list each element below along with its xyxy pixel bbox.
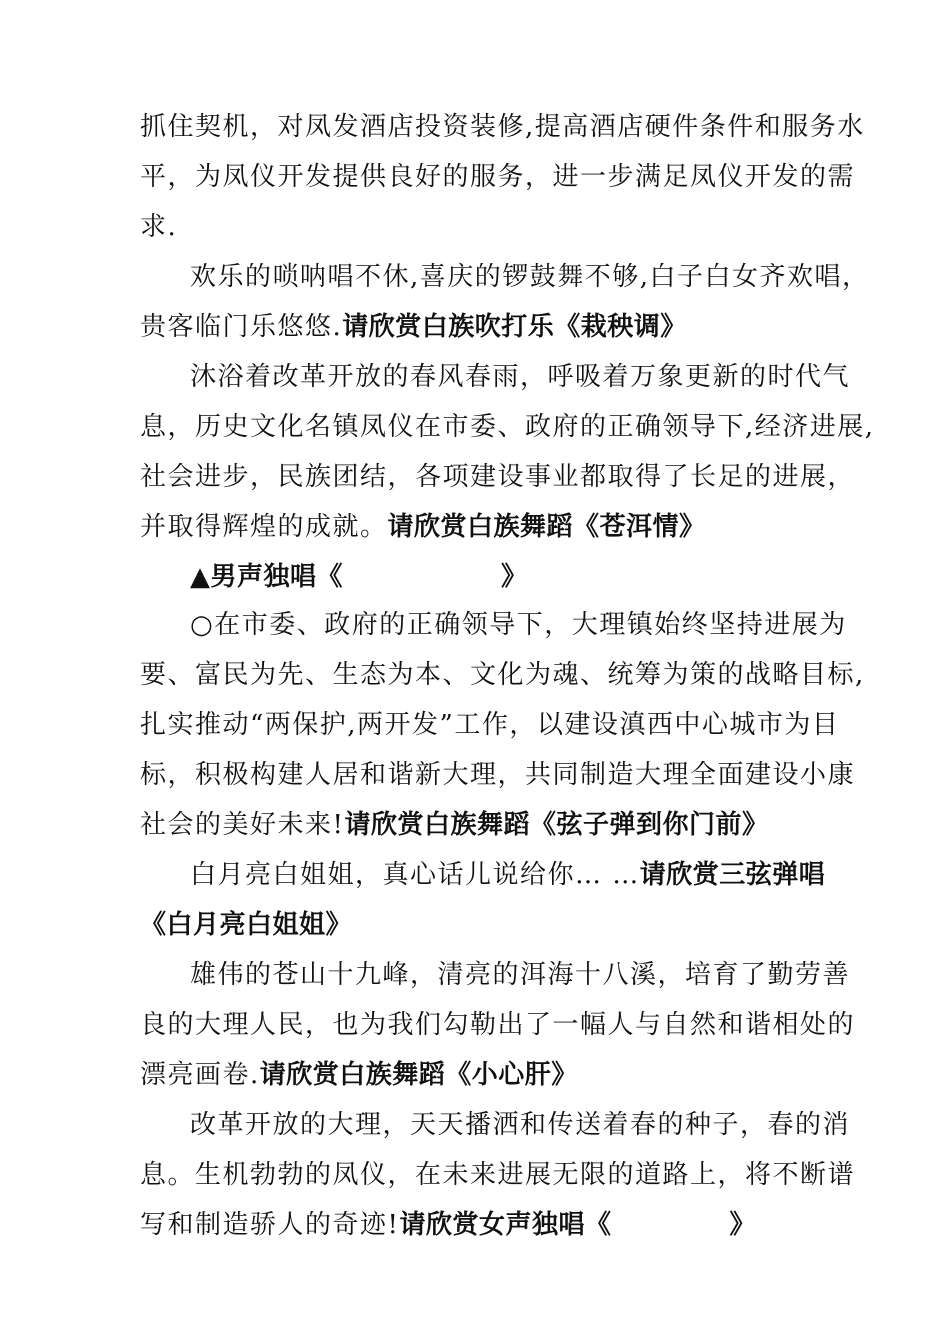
paragraph-line: 求. (140, 212, 178, 242)
paragraph-line (140, 1208, 756, 1242)
paragraph-line: 扎实推动“两保护,两开发”工作，以建设滇西中心城市为目 (140, 710, 840, 740)
program-announcement: 请欣赏白族舞蹈《苍洱情》 (387, 512, 706, 542)
paragraph-line: 沐浴着改革开放的春风春雨，呼吸着万象更新的时代气 (190, 362, 851, 392)
paragraph-line: 社会进步，民族团结，各项建设事业都取得了长足的进展， (140, 462, 856, 492)
paragraph-text: 漂亮画卷. (140, 1060, 260, 1090)
paragraph-line (190, 608, 847, 642)
paragraph-text: 并取得辉煌的成就。 (140, 512, 388, 542)
paragraph-line (140, 510, 706, 544)
program-announcement: 请欣赏白族舞蹈《弦子弹到你门前》 (344, 810, 769, 840)
circle-marker-icon: ○ (190, 610, 215, 640)
paragraph-text: 写和制造骄人的奇迹! (140, 1210, 400, 1240)
paragraph-line (190, 858, 825, 892)
paragraph-line: 息。生机勃勃的凤仪，在未来进展无限的道路上，将不断谱 (140, 1160, 856, 1190)
paragraph-line: 要、富民为先、生态为本、文化为魂、统筹为策的战略目标, (140, 660, 865, 690)
paragraph-line: 平，为凤仪开发提供良好的服务，进一步满足凤仪开发的需 (140, 162, 856, 192)
program-announcement: 请欣赏白族舞蹈《小心肝》 (259, 1060, 578, 1090)
paragraph-line: 欢乐的唢呐唱不休,喜庆的锣鼓舞不够,白子白女齐欢唱， (190, 262, 870, 292)
paragraph-line (140, 1058, 578, 1092)
triangle-marker-icon: ▲ (190, 562, 211, 592)
paragraph-text: 白月亮白姐姐，真心话儿说给你… … (190, 860, 640, 890)
paragraph-line: 标，积极构建人居和谐新大理，共同制造大理全面建设小康 (140, 760, 856, 790)
paragraph-line (140, 310, 687, 344)
paragraph-line (140, 808, 768, 842)
paragraph-line: 雄伟的苍山十九峰，清亮的洱海十八溪，培育了勤劳善 (190, 960, 851, 990)
program-item-male-solo (190, 560, 528, 594)
paragraph-line: 良的大理人民，也为我们勾勒出了一幅人与自然和谐相处的 (140, 1010, 856, 1040)
program-title-open: 男声独唱《 (210, 562, 344, 592)
paragraph-line: 息，历史文化名镇凤仪在市委、政府的正确领导下,经济进展, (140, 412, 875, 442)
program-title-close: 》 (729, 1210, 756, 1240)
program-title-close: 》 (501, 562, 528, 592)
paragraph-line: 抓住契机，对凤发酒店投资装修,提高酒店硬件条件和服务水 (140, 112, 865, 142)
program-announcement: 请欣赏三弦弹唱 (639, 860, 826, 890)
program-announcement: 《白月亮白姐姐》 (140, 910, 353, 940)
paragraph-text: 贵客临门乐悠悠. (140, 312, 343, 342)
paragraph-line: 改革开放的大理，天天播洒和传送着春的种子，春的消 (190, 1110, 851, 1140)
paragraph-text: 社会的美好未来! (140, 810, 345, 840)
paragraph-text: 在市委、政府的正确领导下，大理镇始终坚持进展为 (214, 610, 847, 640)
program-announcement: 请欣赏白族吹打乐《栽秧调》 (342, 312, 687, 342)
program-announcement: 请欣赏女声独唱《 (399, 1210, 612, 1240)
